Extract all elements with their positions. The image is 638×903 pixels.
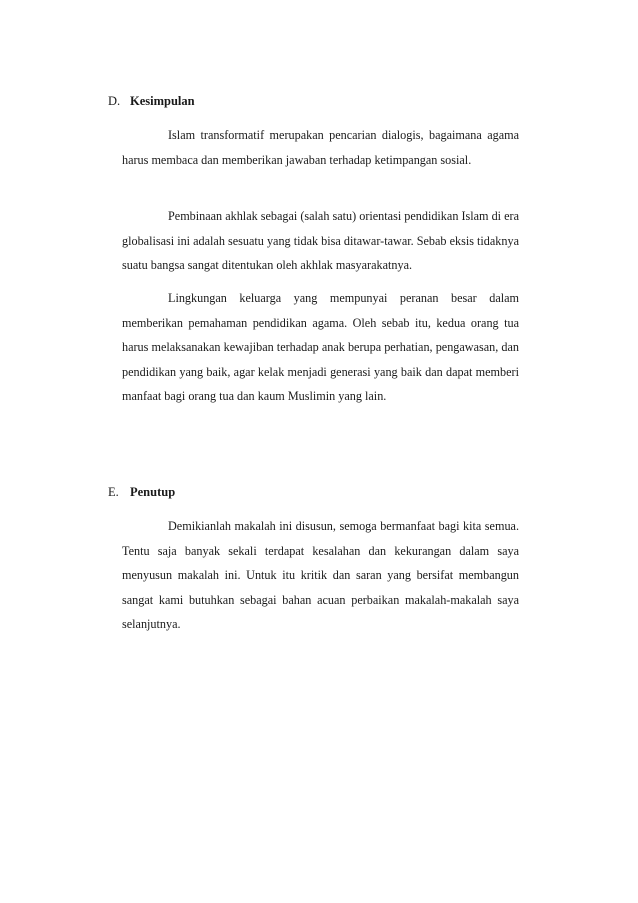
- section-d-paragraph-3: Lingkungan keluarga yang mempunyai peranan besar dalam memberikan pemahaman pendidikan agama. Oleh sebab itu, kedua orang tua harus melaksanakan kewajiban terhadap anak berupa perhatian, pengawasan, dan pendidikan yang baik, agar kelak menjadi generasi yang baik dan dapat memberi manfaat bagi orang tua dan kaum Muslimin yang lain.: [122, 291, 519, 403]
- section-e-title: Penutup: [130, 485, 176, 499]
- section-d-paragraph-1: Islam transformatif merupakan pencarian dialogis, bagaimana agama harus membaca dan memberikan jawaban terhadap ketimpangan sosial.: [122, 128, 519, 167]
- section-d-title: Kesimpulan: [130, 94, 195, 108]
- section-e-paragraph-1: Demikianlah makalah ini disusun, semoga bermanfaat bagi kita semua. Tentu saja banyak sekali terdapat kesalahan dan kekurangan dalam saya menyusun makalah ini. Untuk itu kritik dan saran yang bersifat membangun sangat kami butuhkan sebagai bahan acuan perbaikan makalah-makalah saya selanjutnya.: [122, 519, 519, 631]
- section-d-paragraph-2: Pembinaan akhlak sebagai (salah satu) orientasi pendidikan Islam di era globalisasi ini adalah sesuatu yang tidak bisa ditawar-tawar. Sebab eksis tidaknya suatu bangsa sangat ditentukan oleh akhlak masyarakatnya.: [122, 209, 519, 272]
- section-d-letter: D.: [108, 94, 121, 108]
- section-d-heading: [108, 93, 195, 109]
- section-e-heading: [108, 484, 175, 500]
- section-e-letter: E.: [108, 485, 119, 499]
